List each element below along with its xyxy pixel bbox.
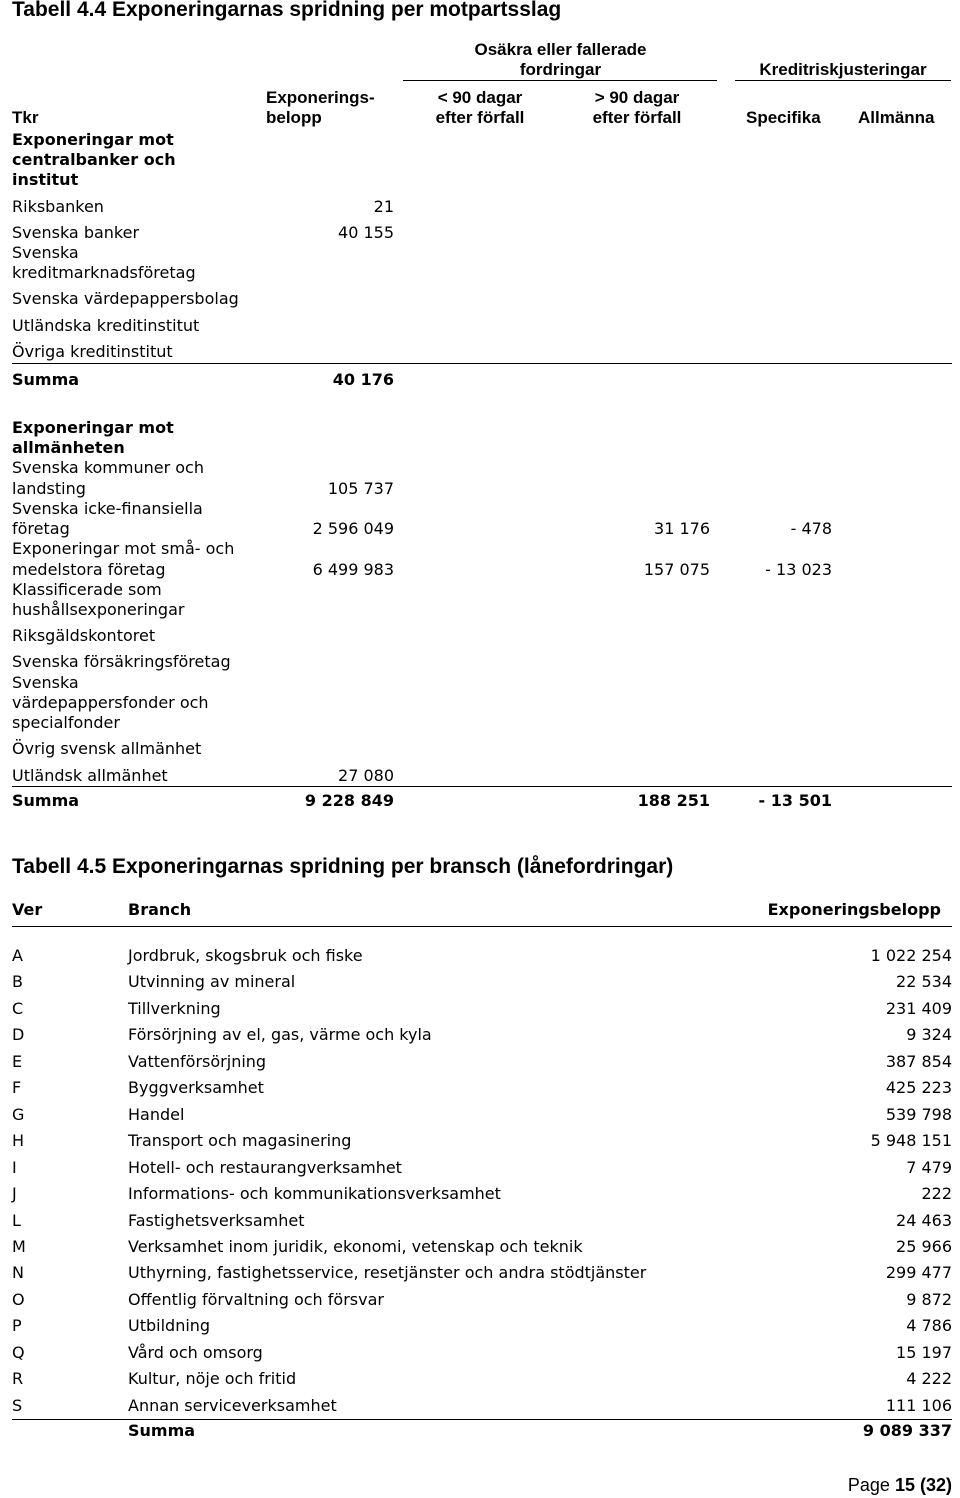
branch-name: Jordbruk, skogsbruk och fiske bbox=[128, 946, 363, 965]
branch-code: E bbox=[12, 1052, 23, 1071]
page-label: Page bbox=[847, 1475, 890, 1495]
section2-sum-specific: - 13 501 bbox=[758, 791, 832, 810]
section2-heading-l2: allmänheten bbox=[12, 438, 125, 457]
branch-name: Transport och magasinering bbox=[128, 1131, 352, 1150]
row-gt90: 157 075 bbox=[643, 560, 710, 579]
row-exposure: 6 499 983 bbox=[312, 560, 394, 579]
row-label: Riksgäldskontoret bbox=[12, 626, 156, 645]
branch-amount: 25 966 bbox=[896, 1237, 952, 1256]
branch-code: S bbox=[12, 1396, 23, 1415]
lt90-header-l2: efter förfall bbox=[435, 108, 525, 127]
branch-name: Utbildning bbox=[128, 1316, 211, 1335]
table2-sum-label: Summa bbox=[128, 1421, 196, 1440]
row-label-l2: kreditmarknadsföretag bbox=[12, 263, 196, 282]
branch-amount: 539 798 bbox=[885, 1105, 952, 1124]
branch-code: A bbox=[12, 946, 23, 965]
branch-code: Q bbox=[12, 1343, 25, 1362]
row-specific: - 13 023 bbox=[765, 560, 832, 579]
row-label: Riksbanken bbox=[12, 197, 104, 216]
branch-name: Kultur, nöje och fritid bbox=[128, 1369, 297, 1388]
credit-adj-group-underline bbox=[735, 80, 951, 81]
branch-name: Uthyrning, fastighetsservice, resetjänster och andra stödtjänster bbox=[128, 1263, 647, 1282]
page-footer bbox=[848, 1474, 952, 1496]
general-header: Allmänna bbox=[858, 108, 935, 127]
branch-amount: 5 948 151 bbox=[870, 1131, 952, 1150]
row-specific: - 478 bbox=[790, 519, 832, 538]
row-exposure: 40 155 bbox=[338, 223, 394, 242]
section2-heading-l1: Exponeringar mot bbox=[12, 418, 174, 437]
branch-code: G bbox=[12, 1105, 25, 1124]
branch-amount: 4 786 bbox=[906, 1316, 952, 1335]
exposure-header: Exponeringsbelopp bbox=[767, 900, 941, 919]
table1-title: Tabell 4.4 Exponeringarnas spridning per motpartsslag bbox=[12, 0, 562, 21]
branch-code: C bbox=[12, 999, 24, 1018]
row-label-l3: specialfonder bbox=[12, 713, 120, 732]
branch-name: Vård och omsorg bbox=[128, 1343, 263, 1362]
row-label-l2: hushållsexponeringar bbox=[12, 600, 185, 619]
row-exposure: 27 080 bbox=[338, 766, 394, 785]
branch-code: I bbox=[12, 1158, 17, 1177]
section1-sum-label: Summa bbox=[12, 370, 80, 389]
branch-amount: 111 106 bbox=[885, 1396, 952, 1415]
exposure-header-l2: belopp bbox=[266, 108, 322, 127]
branch-amount: 4 222 bbox=[906, 1369, 952, 1388]
row-label-l2: landsting bbox=[12, 479, 86, 498]
branch-amount: 222 bbox=[921, 1184, 952, 1203]
row-label: Övrig svensk allmänhet bbox=[12, 739, 202, 758]
branch-code: M bbox=[12, 1237, 26, 1256]
section1-heading-l3: institut bbox=[12, 170, 79, 189]
section2-sum-gt90: 188 251 bbox=[637, 791, 710, 810]
branch-name: Vattenförsörjning bbox=[128, 1052, 267, 1071]
row-gt90: 31 176 bbox=[654, 519, 710, 538]
branch-code: O bbox=[12, 1290, 25, 1309]
tkr-header: Tkr bbox=[12, 108, 39, 127]
branch-name: Verksamhet inom juridik, ekonomi, vetenskap och teknik bbox=[128, 1237, 583, 1256]
branch-name: Tillverkning bbox=[128, 999, 221, 1018]
row-label-l2: medelstora företag bbox=[12, 560, 166, 579]
row-label: Svenska försäkringsföretag bbox=[12, 652, 231, 671]
page-number: 15 bbox=[894, 1475, 915, 1495]
branch-code: H bbox=[12, 1131, 25, 1150]
branch-code: B bbox=[12, 972, 23, 991]
row-label-l2: företag bbox=[12, 519, 70, 538]
branch-amount: 1 022 254 bbox=[870, 946, 952, 965]
branch-code: P bbox=[12, 1316, 22, 1335]
table2-sum-divider bbox=[12, 1419, 952, 1420]
branch-name: Byggverksamhet bbox=[128, 1078, 264, 1097]
impaired-group-underline bbox=[403, 80, 717, 81]
exposure-header-l1: Exponerings- bbox=[266, 88, 375, 107]
branch-amount: 24 463 bbox=[896, 1211, 952, 1230]
table2-sum-amount: 9 089 337 bbox=[862, 1421, 952, 1440]
row-label-l1: Svenska kommuner och bbox=[12, 458, 204, 477]
branch-name: Handel bbox=[128, 1105, 185, 1124]
branch-name: Utvinning av mineral bbox=[128, 972, 296, 991]
section2-sum-label: Summa bbox=[12, 791, 80, 810]
row-label: Övriga kreditinstitut bbox=[12, 342, 173, 361]
row-label-l1: Exponeringar mot små- och bbox=[12, 539, 235, 558]
ver-header: Ver bbox=[12, 900, 43, 919]
row-exposure: 2 596 049 bbox=[312, 519, 394, 538]
branch-amount: 22 534 bbox=[896, 972, 952, 991]
row-label: Utländsk allmänhet bbox=[12, 766, 168, 785]
table2-header-underline bbox=[12, 926, 952, 927]
branch-code: J bbox=[12, 1184, 17, 1203]
gt90-header-l1: > 90 dagar bbox=[594, 88, 680, 107]
credit-adj-group-header: Kreditriskjusteringar bbox=[759, 60, 927, 79]
branch-amount: 299 477 bbox=[885, 1263, 952, 1282]
branch-amount: 231 409 bbox=[885, 999, 952, 1018]
branch-amount: 387 854 bbox=[885, 1052, 952, 1071]
row-label-l1: Klassificerade som bbox=[12, 580, 162, 599]
row-label-l1: Svenska icke-finansiella bbox=[12, 499, 203, 518]
branch-name: Fastighetsverksamhet bbox=[128, 1211, 305, 1230]
branch-amount: 9 324 bbox=[906, 1025, 952, 1044]
branch-amount: 425 223 bbox=[885, 1078, 952, 1097]
section2-sum-divider bbox=[12, 786, 952, 787]
branch-name: Försörjning av el, gas, värme och kyla bbox=[128, 1025, 432, 1044]
page-total: (32) bbox=[919, 1475, 952, 1495]
branch-code: F bbox=[12, 1078, 22, 1097]
branch-code: D bbox=[12, 1025, 25, 1044]
lt90-header-l1: < 90 dagar bbox=[437, 88, 523, 107]
row-label: Utländska kreditinstitut bbox=[12, 316, 200, 335]
row-label-l2: värdepappersfonder och bbox=[12, 693, 209, 712]
row-exposure: 105 737 bbox=[327, 479, 394, 498]
impaired-group-header-l1: Osäkra eller fallerade bbox=[474, 40, 647, 59]
branch-name: Annan serviceverksamhet bbox=[128, 1396, 337, 1415]
branch-code: N bbox=[12, 1263, 24, 1282]
branch-code: L bbox=[12, 1211, 21, 1230]
branch-amount: 15 197 bbox=[896, 1343, 952, 1362]
row-label: Svenska banker bbox=[12, 223, 140, 242]
section1-heading-l1: Exponeringar mot bbox=[12, 130, 174, 149]
gt90-header-l2: efter förfall bbox=[592, 108, 682, 127]
section1-sum-divider bbox=[12, 363, 952, 364]
branch-name: Hotell- och restaurangverksamhet bbox=[128, 1158, 402, 1177]
row-label: Svenska värdepappersbolag bbox=[12, 289, 239, 308]
row-label-l1: Svenska bbox=[12, 673, 79, 692]
branch-amount: 9 872 bbox=[906, 1290, 952, 1309]
section1-heading-l2: centralbanker och bbox=[12, 150, 176, 169]
table2-title: Tabell 4.5 Exponeringarnas spridning per bransch (lånefordringar) bbox=[12, 855, 674, 878]
branch-code: R bbox=[12, 1369, 24, 1388]
row-exposure: 21 bbox=[373, 197, 394, 216]
specific-header: Specifika bbox=[746, 108, 821, 127]
section2-sum-exposure: 9 228 849 bbox=[304, 791, 394, 810]
branch-amount: 7 479 bbox=[906, 1158, 952, 1177]
section1-sum-exposure: 40 176 bbox=[332, 370, 394, 389]
branch-name: Informations- och kommunikationsverksamhet bbox=[128, 1184, 501, 1203]
branch-name: Offentlig förvaltning och försvar bbox=[128, 1290, 384, 1309]
impaired-group-header-l2: fordringar bbox=[519, 60, 602, 79]
row-label-l1: Svenska bbox=[12, 243, 79, 262]
branch-header: Branch bbox=[128, 900, 192, 919]
